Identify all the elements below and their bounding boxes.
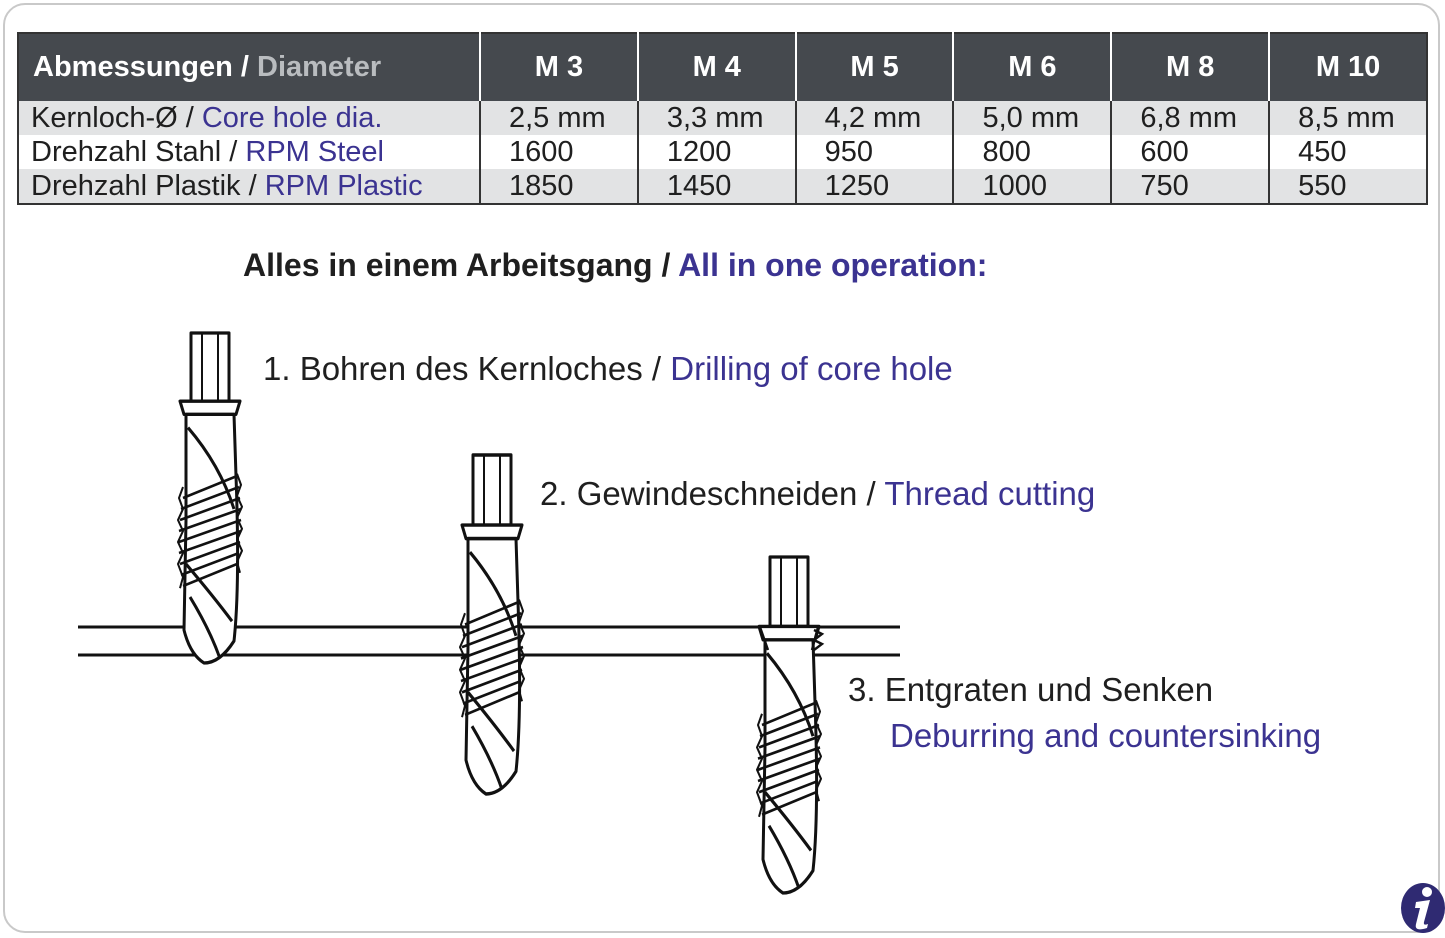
header-size: M 3	[480, 33, 638, 101]
table-cell: 2,5 mm	[480, 101, 638, 135]
table-cell: 6,8 mm	[1111, 101, 1269, 135]
drill-bit-step-3	[757, 557, 821, 893]
table-cell: 1250	[796, 169, 954, 204]
row-label: Drehzahl Plastik / RPM Plastic	[18, 169, 480, 204]
table-cell: 600	[1111, 135, 1269, 169]
table-cell: 4,2 mm	[796, 101, 954, 135]
drill-bit-step-1	[178, 333, 242, 663]
table-cell: 1450	[638, 169, 796, 204]
table-cell: 1850	[480, 169, 638, 204]
table-cell: 550	[1269, 169, 1427, 204]
step-3-label: 3. Entgraten und Senken Deburring and countersinking	[848, 671, 1322, 754]
section-headline: Alles in einem Arbeitsgang / All in one operation:	[243, 247, 988, 283]
step-1-label: 1. Bohren des Kernloches / Drilling of core hole	[263, 350, 953, 387]
table-cell: 1000	[953, 169, 1111, 204]
header-dimension: Abmessungen / Diameter	[18, 33, 480, 101]
table-cell: 1600	[480, 135, 638, 169]
table-cell: 800	[953, 135, 1111, 169]
row-label: Drehzahl Stahl / RPM Steel	[18, 135, 480, 169]
drill-bit-step-2	[460, 455, 524, 794]
step-2-label: 2. Gewindeschneiden / Thread cutting	[540, 475, 1096, 512]
header-size: M 5	[796, 33, 954, 101]
table-cell: 950	[796, 135, 954, 169]
row-label: Kernloch-Ø / Core hole dia.	[18, 101, 480, 135]
header-size: M 10	[1269, 33, 1427, 101]
table-cell: 450	[1269, 135, 1427, 169]
header-size: M 4	[638, 33, 796, 101]
header-size: M 8	[1111, 33, 1269, 101]
header-size: M 6	[953, 33, 1111, 101]
table-cell: 1200	[638, 135, 796, 169]
table-cell: 3,3 mm	[638, 101, 796, 135]
table-cell: 5,0 mm	[953, 101, 1111, 135]
info-icon[interactable]	[1400, 878, 1445, 934]
table-cell: 750	[1111, 169, 1269, 204]
table-cell: 8,5 mm	[1269, 101, 1427, 135]
